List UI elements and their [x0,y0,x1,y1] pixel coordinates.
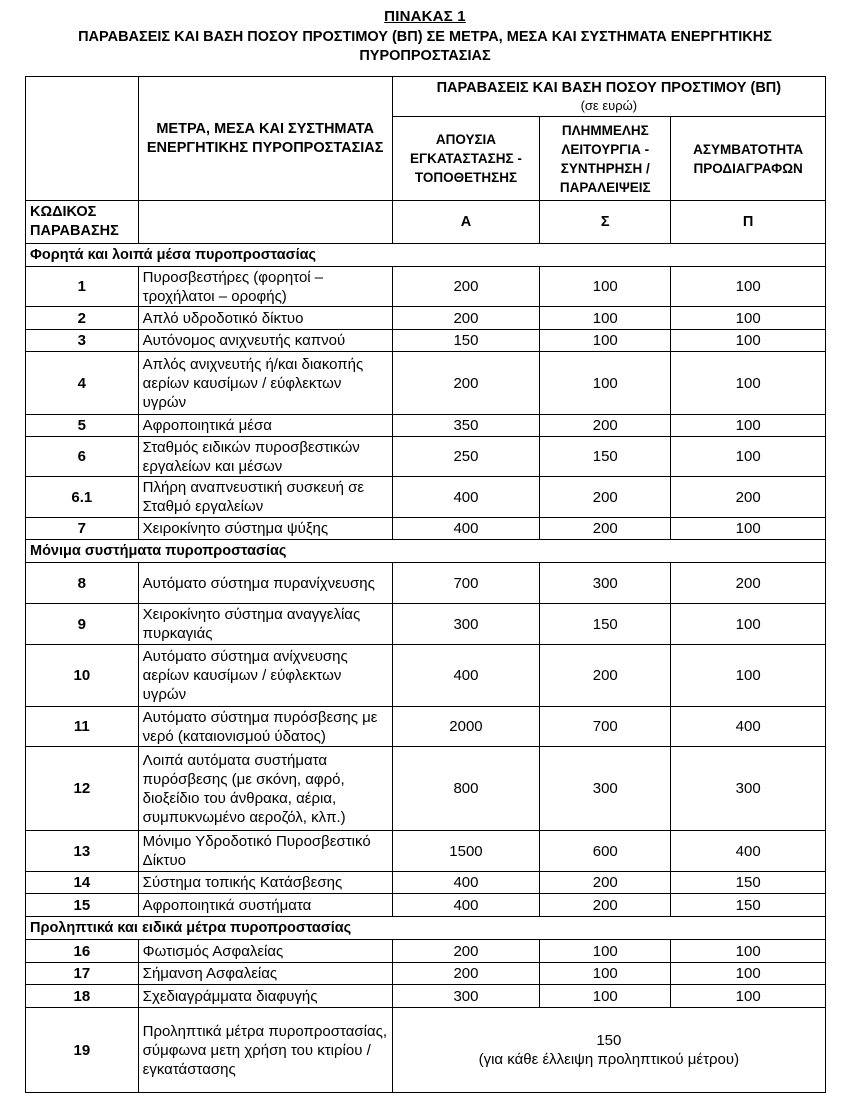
measure-description: Πλήρη αναπνευστική συσκευή σε Σταθμό εργαλείων [138,477,392,518]
fine-malfunction: 200 [540,872,671,894]
fine-noncompliance: 100 [671,330,826,352]
table-row [26,645,826,707]
violation-code: 3 [26,330,139,352]
header-letter-s: Σ [540,201,671,244]
fine-absence: 350 [392,415,540,437]
fine-absence: 400 [392,645,540,707]
fine-malfunction: 100 [540,985,671,1008]
fines-table [25,76,826,1093]
document-title: ΠΙΝΑΚΑΣ 1 [384,8,466,25]
fine-noncompliance: 100 [671,604,826,645]
fine-noncompliance: 200 [671,563,826,604]
table-row [26,518,826,540]
header-measures: ΜΕΤΡΑ, ΜΕΣΑ ΚΑΙ ΣΥΣΤΗΜΑΤΑ ΕΝΕΡΓΗΤΙΚΗΣ ΠΥΡΟΠΡΟΣΤΑΣΙΑΣ [138,77,392,201]
header-absence: ΑΠΟΥΣΙΑ ΕΓΚΑΤΑΣΤΑΣΗΣ - ΤΟΠΟΘΕΤΗΣΗΣ [392,117,540,201]
header-violation-code: ΚΩΔΙΚΟΣ ΠΑΡΑΒΑΣΗΣ [26,201,139,244]
measure-description: Απλό υδροδοτικό δίκτυο [138,307,392,330]
table-row [26,604,826,645]
fine-noncompliance: 100 [671,963,826,985]
table-header [26,77,826,244]
fine-noncompliance: 100 [671,415,826,437]
fine-noncompliance: 400 [671,707,826,747]
fine-malfunction: 200 [540,477,671,518]
violation-code: 6 [26,437,139,477]
measure-description: Φωτισμός Ασφαλείας [138,940,392,963]
section-row [26,244,826,267]
fine-noncompliance: 100 [671,645,826,707]
violation-code: 4 [26,352,139,415]
measure-description: Σταθμός ειδικών πυροσβεστικών εργαλείων και μέσων [138,437,392,477]
measure-description: Σύστημα τοπικής Κατάσβεσης [138,872,392,894]
fine-malfunction: 100 [540,940,671,963]
fine-malfunction: 150 [540,437,671,477]
header-group-title: ΠΑΡΑΒΑΣΕΙΣ ΚΑΙ ΒΑΣΗ ΠΟΣΟΥ ΠΡΟΣΤΙΜΟΥ (ΒΠ) [436,80,782,96]
measure-description: Σχεδιαγράμματα διαφυγής [138,985,392,1008]
fine-noncompliance: 300 [671,747,826,831]
table-row [26,894,826,917]
violation-code: 12 [26,747,139,831]
fine-absence: 300 [392,604,540,645]
violation-code: 18 [26,985,139,1008]
section-row [26,540,826,563]
measure-description: Αφροποιητικά συστήματα [138,894,392,917]
violation-code: 6.1 [26,477,139,518]
fine-malfunction: 100 [540,963,671,985]
fine-absence: 250 [392,437,540,477]
fine-malfunction: 600 [540,831,671,872]
fine-absence: 700 [392,563,540,604]
fine-absence: 200 [392,963,540,985]
violation-code: 2 [26,307,139,330]
section-title: Μόνιμα συστήματα πυροπροστασίας [26,540,826,563]
violation-code: 14 [26,872,139,894]
section-title: Φορητά και λοιπά μέσα πυροπροστασίας [26,244,826,267]
measure-description: Αυτόματο σύστημα πυρόσβεσης με νερό (καταιονισμού ύδατος) [138,707,392,747]
measure-description: Προληπτικά μέτρα πυροπροστασίας, σύμφωνα μετη χρήση του κτιρίου / εγκατάστασης [138,1008,392,1093]
fine-noncompliance: 400 [671,831,826,872]
merged-fine-note: (για κάθε έλλειψη προληπτικού μέτρου) [478,1051,740,1068]
fine-absence: 200 [392,267,540,307]
measure-description: Λοιπά αυτόματα συστήματα πυρόσβεσης (με σκόνη, αφρό, διοξείδιο του άνθρακα, αέρια, συμπυκνωμένο αεροζόλ, κλπ.) [138,747,392,831]
fine-malfunction: 200 [540,415,671,437]
fine-malfunction: 100 [540,330,671,352]
measure-description: Χειροκίνητο σύστημα ψύξης [138,518,392,540]
measure-description: Αυτόνομος ανιχνευτής καπνού [138,330,392,352]
document-subtitle: ΠΑΡΑΒΑΣΕΙΣ ΚΑΙ ΒΑΣΗ ΠΟΣΟΥ ΠΡΟΣΤΙΜΟΥ (ΒΠ) ΣΕ ΜΕΤΡΑ, ΜΕΣΑ ΚΑΙ ΣΥΣΤΗΜΑΤΑ ΕΝΕΡΓΗΤΙΚΗΣ ΠΥΡΟΠΡΟΣΤΑΣΙΑΣ [78,29,772,64]
violation-code: 9 [26,604,139,645]
measure-description: Σήμανση Ασφαλείας [138,963,392,985]
table-body [26,244,826,1093]
fine-noncompliance: 200 [671,477,826,518]
fine-malfunction: 200 [540,645,671,707]
table-row [26,831,826,872]
violation-code: 5 [26,415,139,437]
violation-code: 8 [26,563,139,604]
merged-fine-cell [392,1008,825,1093]
fine-malfunction: 100 [540,267,671,307]
fine-noncompliance: 100 [671,267,826,307]
header-malfunction: ΠΛΗΜΜΕΛΗΣ ΛΕΙΤΟΥΡΓΙΑ - ΣΥΝΤΗΡΗΣΗ / ΠΑΡΑΛΕΙΨΕΙΣ [540,117,671,201]
table-row [26,985,826,1008]
table-row [26,707,826,747]
section-row [26,917,826,940]
fine-absence: 300 [392,985,540,1008]
header-noncompliance: ΑΣΥΜΒΑΤΟΤΗΤΑ ΠΡΟΔΙΑΓΡΑΦΩΝ [671,117,826,201]
fine-noncompliance: 100 [671,518,826,540]
measure-description: Πυροσβεστήρες (φορητοί – τροχήλατοι – οροφής) [138,267,392,307]
measure-description: Απλός ανιχνευτής ή/και διακοπής αερίων καυσίμων / εύφλεκτων υγρών [138,352,392,415]
fine-malfunction: 100 [540,352,671,415]
table-row [26,352,826,415]
table-row [26,477,826,518]
fine-malfunction: 150 [540,604,671,645]
violation-code: 13 [26,831,139,872]
table-row [26,563,826,604]
fine-absence: 2000 [392,707,540,747]
fine-absence: 150 [392,330,540,352]
table-row [26,963,826,985]
header-letter-a: Α [392,201,540,244]
header-blank-cell [26,77,139,201]
fine-malfunction: 200 [540,518,671,540]
fine-absence: 200 [392,307,540,330]
header-violations-group [392,77,825,117]
violation-code: 1 [26,267,139,307]
table-row [26,1008,826,1093]
table-row [26,872,826,894]
fine-noncompliance: 100 [671,437,826,477]
fine-malfunction: 300 [540,563,671,604]
table-row [26,415,826,437]
table-row [26,307,826,330]
violation-code: 19 [26,1008,139,1093]
header-currency-note: (σε ευρώ) [580,98,638,113]
fine-absence: 400 [392,518,540,540]
measure-description: Χειροκίνητο σύστημα αναγγελίας πυρκαγιάς [138,604,392,645]
measure-description: Αφροποιητικά μέσα [138,415,392,437]
violation-code: 16 [26,940,139,963]
table-row [26,330,826,352]
fine-absence: 1500 [392,831,540,872]
fine-absence: 400 [392,894,540,917]
violation-code: 15 [26,894,139,917]
fine-noncompliance: 150 [671,872,826,894]
header-code-blank [138,201,392,244]
measure-description: Αυτόματο σύστημα πυρανίχνευσης [138,563,392,604]
table-row [26,940,826,963]
section-title: Προληπτικά και ειδικά μέτρα πυροπροστασίας [26,917,826,940]
table-row [26,437,826,477]
fine-noncompliance: 150 [671,894,826,917]
fine-absence: 200 [392,352,540,415]
measure-description: Αυτόματο σύστημα ανίχνευσης αερίων καυσίμων / εύφλεκτων υγρών [138,645,392,707]
header-letter-p: Π [671,201,826,244]
fine-noncompliance: 100 [671,352,826,415]
measure-description: Μόνιμο Υδροδοτικό Πυροσβεστικό Δίκτυο [138,831,392,872]
fine-malfunction: 700 [540,707,671,747]
merged-fine-value: 150 [596,1032,622,1049]
violation-code: 7 [26,518,139,540]
fine-noncompliance: 100 [671,985,826,1008]
fine-noncompliance: 100 [671,940,826,963]
fine-noncompliance: 100 [671,307,826,330]
violation-code: 11 [26,707,139,747]
fine-absence: 400 [392,477,540,518]
fine-absence: 400 [392,872,540,894]
table-row [26,747,826,831]
fine-absence: 800 [392,747,540,831]
violation-code: 17 [26,963,139,985]
violation-code: 10 [26,645,139,707]
table-row [26,267,826,307]
fine-absence: 200 [392,940,540,963]
fine-malfunction: 100 [540,307,671,330]
fine-malfunction: 200 [540,894,671,917]
fine-malfunction: 300 [540,747,671,831]
